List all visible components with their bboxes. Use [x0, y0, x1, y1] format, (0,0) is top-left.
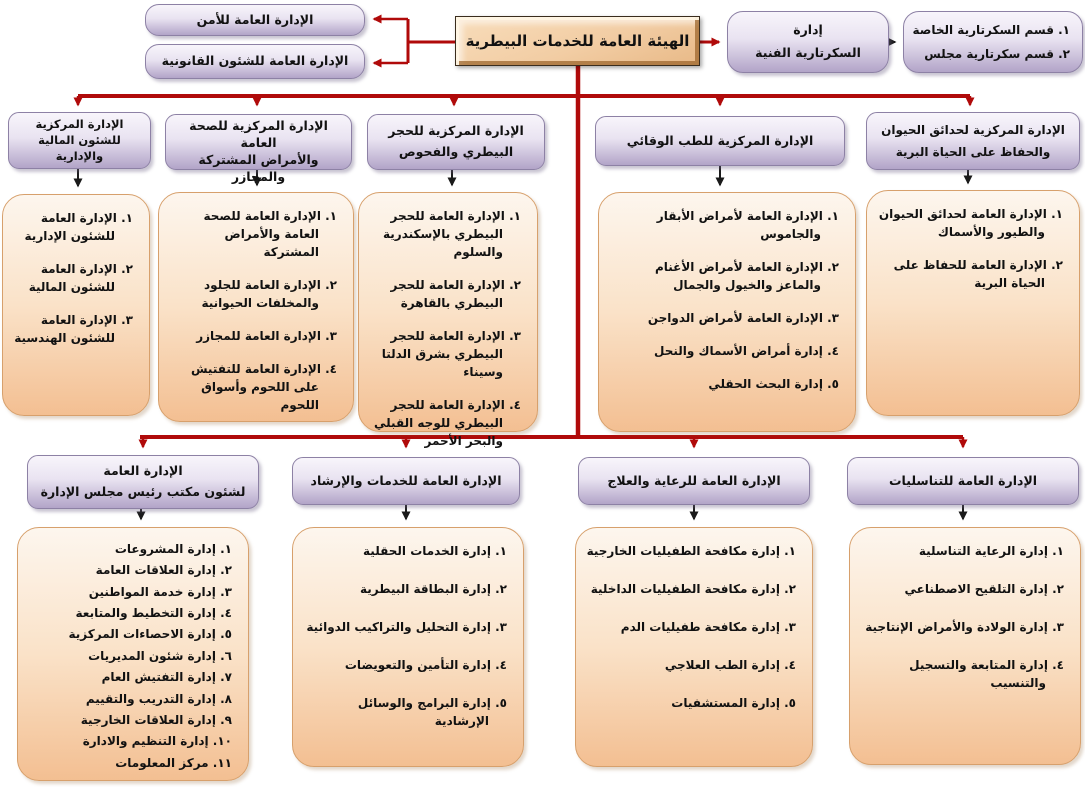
- list-item: ١١. مركز المعلومات: [115, 755, 232, 770]
- level3-list-chairman-office: [17, 527, 249, 781]
- list-item: ٣. الإدارة العامة للشئون الهندسية: [14, 313, 133, 345]
- list-item: ١٠. إدارة التنظيم والادارة: [82, 734, 232, 749]
- tech-secretariat-box: [727, 11, 889, 73]
- level2-list-zoos-wildlife: [866, 190, 1080, 416]
- level2-list-quarantine: [358, 192, 538, 448]
- list-item: ٤. الإدارة العامة للتفتيش على اللحوم وأسواق اللحوم: [190, 362, 337, 412]
- level2-list-finance-admin: [2, 194, 150, 416]
- list-item: ١. الإدارة العامة لحدائق الحيوان والطيور والأسماك: [878, 207, 1063, 239]
- list-item: ١. إدارة الرعاية التناسلية: [918, 544, 1064, 558]
- legal-box: [145, 44, 365, 79]
- list-item: ٤. إدارة أمراض الأسماك والنحل: [654, 344, 839, 358]
- level2-header-zoos-wildlife: [866, 112, 1080, 170]
- level3-header-reproduction: [847, 457, 1079, 505]
- list-item: ٣. إدارة خدمة المواطنين: [88, 584, 232, 599]
- list-item: ٣. الإدارة العامة للمجازر: [196, 329, 337, 343]
- level3-header-care-treatment: [578, 457, 810, 505]
- list-item: ١. الإدارة العامة للصحة العامة والأمراض المشتركة: [203, 209, 337, 259]
- level2-list-public-health: [158, 192, 354, 422]
- level2-header-finance-admin: [8, 112, 151, 169]
- list-item: ٢. قسم سكرتارية مجلس: [924, 46, 1070, 61]
- list-item: ٤. إدارة المتابعة والتسجيل والتنسيب: [909, 658, 1064, 690]
- list-item: ١. إدارة المشروعات: [114, 542, 232, 556]
- header-line: الإدارة العامة للتناسليات: [888, 472, 1038, 488]
- list-item: ٣. إدارة مكافحة طفيليات الدم: [620, 620, 796, 634]
- header-line: الإدارة المركزية للطب الوقائي: [626, 132, 814, 148]
- header-line: للشئون المالية والإدارية: [38, 133, 121, 163]
- header-line: الإدارة العامة للخدمات والإرشاد: [310, 472, 502, 488]
- level3-list-care-treatment: [575, 527, 813, 767]
- header-line: لشئون مكتب رئيس مجلس الإدارة: [40, 484, 246, 500]
- root-box: [455, 16, 700, 66]
- list-item: ٢. الإدارة العامة للحجر البيطري بالقاهرة: [390, 278, 521, 310]
- header-line: الإدارة العامة: [103, 463, 183, 479]
- level3-list-services-extension: [292, 527, 524, 767]
- list-item: ٨. إدارة التدريب والتقييم: [85, 691, 232, 706]
- list-item: ٥. إدارة الاحصاءات المركزية: [68, 627, 232, 642]
- legal-label: الإدارة العامة للشئون القانونية: [161, 53, 349, 69]
- list-item: ٣. الإدارة العامة لأمراض الدواجن: [647, 311, 839, 325]
- level2-header-quarantine: [367, 114, 545, 170]
- list-item: ٣. الإدارة العامة للحجر البيطري بشرق الدلتا وسيناء: [381, 329, 521, 379]
- list-item: ٦. إدارة شئون المديريات: [88, 648, 232, 663]
- list-item: ٢. الإدارة العامة للجلود والمخلفات الحيوانية: [201, 278, 337, 310]
- list-item: ٤. إدارة الطب العلاجي: [664, 658, 796, 672]
- header-line: السكرتارية الفنية: [755, 45, 861, 61]
- header-line: الإدارة المركزية للحجر: [388, 122, 524, 138]
- header-line: الإدارة المركزية للصحة العامة: [189, 118, 328, 150]
- header-line: والحفاظ على الحياة البرية: [895, 144, 1051, 159]
- list-item: ١. الإدارة العامة للشئون الإدارية: [24, 211, 133, 243]
- header-line: الإدارة المركزية: [35, 116, 124, 131]
- list-item: ٤. إدارة التأمين والتعويضات: [344, 658, 507, 672]
- list-item: ٥. إدارة البحث الحقلي: [708, 377, 839, 391]
- list-item: ٢. إدارة العلاقات العامة: [95, 563, 232, 578]
- level2-header-preventive-medicine: [595, 116, 845, 166]
- level3-list-reproduction: [849, 527, 1081, 765]
- level2-list-preventive-medicine: [598, 192, 856, 432]
- list-item: ٥. إدارة المستشفيات: [671, 696, 796, 710]
- list-item: ٢. إدارة البطاقة البيطرية: [360, 582, 507, 596]
- security-box: [145, 4, 365, 36]
- security-label: الإدارة العامة للأمن: [196, 11, 314, 27]
- list-item: ٢. الإدارة العامة للشئون المالية: [28, 262, 133, 294]
- header-line: والأمراض المشتركة والمجازر: [198, 151, 319, 184]
- root-title: الهيئة العامة للخدمات البيطرية: [465, 32, 690, 50]
- list-item: ٤. الإدارة العامة للحجر البيطري للوجه القبلي والبحر الأحمر: [374, 398, 521, 448]
- level2-header-public-health: [165, 114, 352, 184]
- list-item: ٤. إدارة التخطيط والمتابعة: [75, 606, 232, 621]
- list-item: ١. إدارة الخدمات الحقلية: [363, 544, 507, 558]
- list-item: ٧. إدارة التفتيش العام: [101, 670, 232, 685]
- list-item: ١. إدارة مكافحة الطفيليات الخارجية: [586, 544, 796, 558]
- header-line: الإدارة المركزية لحدائق الحيوان: [881, 122, 1065, 137]
- header-line: إدارة: [793, 21, 823, 37]
- level3-header-chairman-office: [27, 455, 259, 509]
- list-item: ٥. إدارة البرامج والوسائل الإرشادية: [357, 696, 507, 728]
- header-line: الإدارة العامة للرعاية والعلاج: [607, 472, 781, 488]
- list-item: ١. الإدارة العامة للحجر البيطري بالإسكندرية والسلوم: [383, 209, 521, 259]
- list-item: ١. قسم السكرتارية الخاصة: [912, 23, 1070, 38]
- list-item: ٩. إدارة العلاقات الخارجية: [80, 712, 232, 727]
- list-item: ١. الإدارة العامة لأمراض الأبقار والجاموس: [656, 209, 839, 241]
- header-line: البيطري والفحوص: [398, 144, 514, 160]
- list-item: ٣. إدارة التحليل والتراكيب الدوائية: [306, 620, 507, 634]
- list-item: ٢. الإدارة العامة للحفاظ على الحياة البرية: [893, 258, 1063, 290]
- list-item: ٢. إدارة مكافحة الطفيليات الداخلية: [590, 582, 796, 596]
- list-item: ٢. إدارة التلقيح الاصطناعي: [904, 582, 1064, 596]
- secretariat-departments-box: [903, 11, 1083, 73]
- list-item: ٢. الإدارة العامة لأمراض الأغنام والماعز والخيول والجمال: [654, 260, 839, 292]
- list-item: ٣. إدارة الولادة والأمراض الإنتاجية: [865, 620, 1064, 634]
- level3-header-services-extension: [292, 457, 520, 505]
